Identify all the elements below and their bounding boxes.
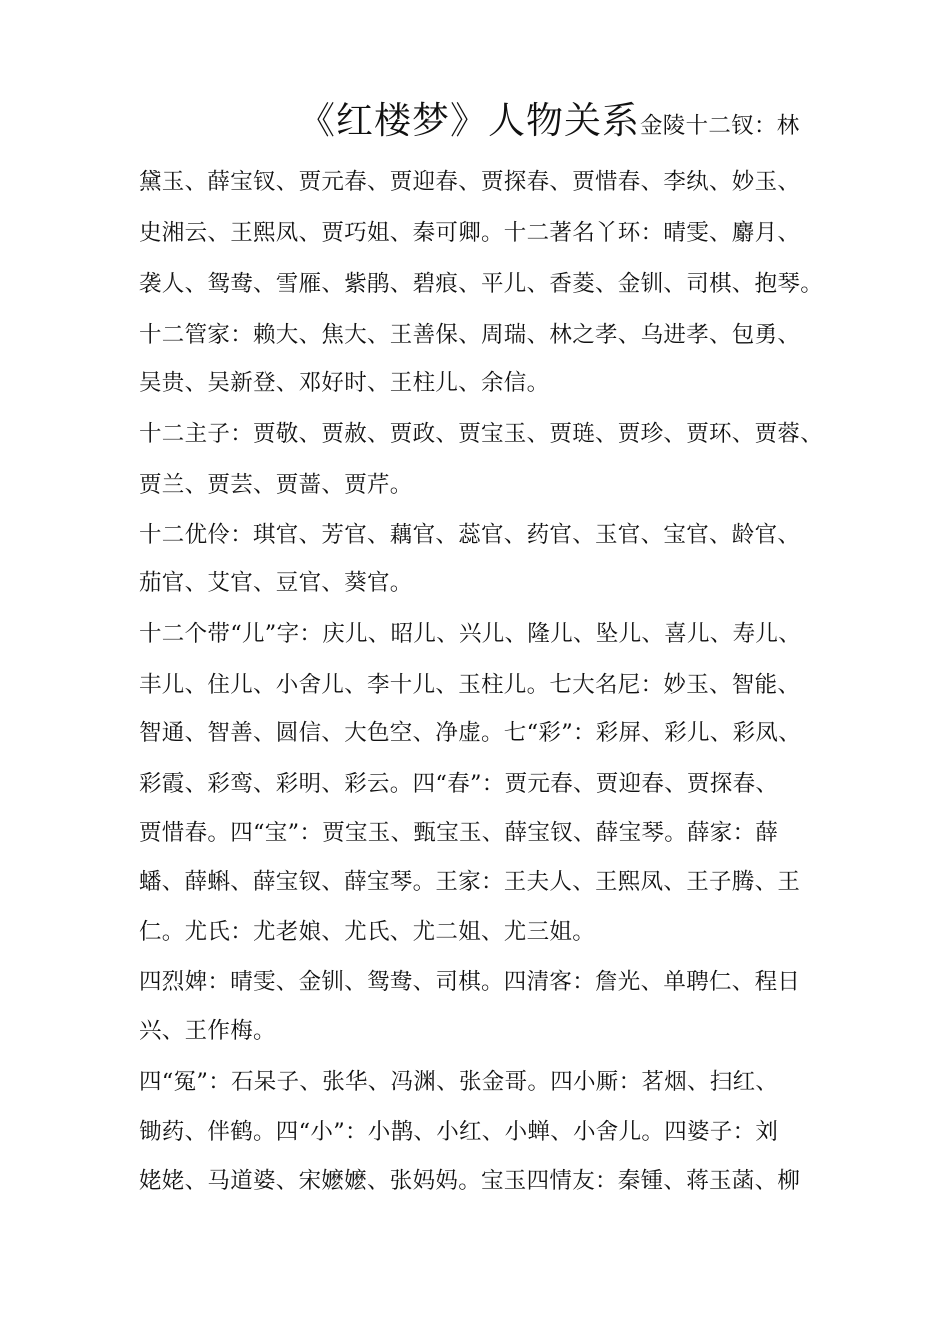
body-line: 袭人、鸳鸯、雪雁、紫鹃、碧痕、平儿、香菱、金钏、司棋、抱琴。 (139, 271, 824, 297)
body-line: 茄官、艾官、豆官、葵官。 (139, 570, 413, 596)
title-tail-text: 金陵十二钗：林 (640, 113, 800, 139)
body-line: 贾兰、贾芸、贾蔷、贾芹。 (139, 472, 413, 498)
body-line: 十二个带“儿”字：庆儿、昭儿、兴儿、隆儿、坠儿、喜儿、寿儿、 (139, 621, 802, 647)
body-line: 十二管家：赖大、焦大、王善保、周瑞、林之孝、乌进孝、包勇、 (139, 322, 801, 348)
body-line: 四烈婢：晴雯、金钏、鸳鸯、司棋。四清客：詹光、单聘仁、程日 (139, 969, 801, 995)
body-line: 智通、智善、圆信、大色空、净虚。七“彩”：彩屏、彩儿、彩凤、 (139, 720, 802, 746)
body-line: 贾惜春。四“宝”：贾宝玉、甄宝玉、薛宝钗、薛宝琴。薛家：薛 (139, 820, 779, 846)
body-line: 姥姥、马道婆、宋嬷嬷、张妈妈。宝玉四情友：秦锺、蒋玉菡、柳 (139, 1168, 801, 1194)
document-title: 《红楼梦》人物关系 (298, 99, 640, 142)
body-line: 丰儿、住儿、小舍儿、李十儿、玉柱儿。七大名尼：妙玉、智能、 (139, 672, 801, 698)
body-line: 锄药、伴鹤。四“小”：小鹊、小红、小蝉、小舍儿。四婆子：刘 (139, 1119, 779, 1145)
document-title-line (298, 97, 800, 150)
body-line: 十二优伶：琪官、芳官、藕官、蕊官、药官、玉官、宝官、龄官、 (139, 522, 801, 548)
body-line: 兴、王作梅。 (139, 1018, 276, 1044)
body-line: 十二主子：贾敬、贾赦、贾政、贾宝玉、贾琏、贾珍、贾环、贾蓉、 (139, 421, 824, 447)
body-line: 史湘云、王熙凤、贾巧姐、秦可卿。十二著名丫环：晴雯、麝月、 (139, 220, 801, 246)
body-line: 四“冤”：石呆子、张华、冯渊、张金哥。四小厮：茗烟、扫红、 (139, 1069, 779, 1095)
body-line: 仁。尤氏：尤老娘、尤氏、尤二姐、尤三姐。 (139, 919, 596, 945)
body-line: 黛玉、薛宝钗、贾元春、贾迎春、贾探春、贾惜春、李纨、妙玉、 (139, 169, 801, 195)
body-line: 吴贵、吴新登、邓好时、王柱儿、余信。 (139, 370, 550, 396)
body-line: 彩霞、彩鸾、彩明、彩云。四“春”：贾元春、贾迎春、贾探春、 (139, 771, 779, 797)
body-line: 蟠、薛蝌、薛宝钗、薛宝琴。王家：王夫人、王熙凤、王子腾、王 (139, 869, 801, 895)
